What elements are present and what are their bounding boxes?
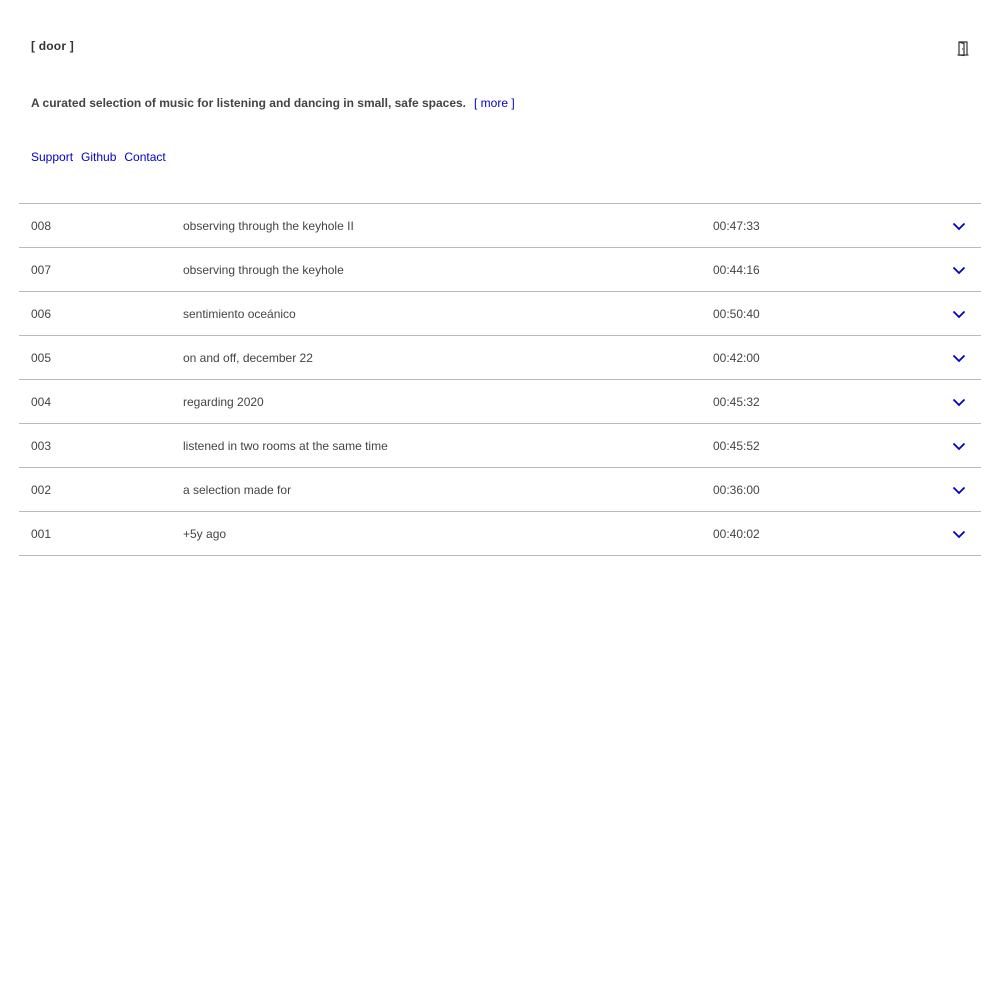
track-number: 007 [31,263,52,277]
contact-link[interactable]: Contact [124,150,166,164]
chevron-down-icon[interactable] [951,438,967,454]
track-title: regarding 2020 [183,395,264,409]
support-link[interactable]: Support [31,150,74,164]
track-duration: 00:47:33 [713,219,760,233]
site-description [31,96,515,110]
track-duration: 00:45:52 [713,439,760,453]
track-number: 008 [31,219,52,233]
track-list [19,203,981,556]
chevron-down-icon[interactable] [951,218,967,234]
track-title: a selection made for [183,483,292,497]
track-row[interactable] [19,248,981,292]
track-title: observing through the keyhole II [183,219,354,233]
tagline-text: A curated selection of music for listening and dancing in small, safe spaces. [31,96,467,110]
track-row[interactable] [19,292,981,336]
chevron-down-icon[interactable] [951,262,967,278]
nav-links [31,150,166,164]
track-duration: 00:42:00 [713,351,760,365]
track-number: 001 [31,527,52,541]
track-number: 006 [31,307,52,321]
track-title: sentimiento oceánico [183,307,296,321]
track-title: observing through the keyhole [183,263,344,277]
track-duration: 00:44:16 [713,263,760,277]
track-duration: 00:45:32 [713,395,760,409]
track-duration: 00:50:40 [713,307,760,321]
track-duration: 00:40:02 [713,527,760,541]
track-title: +5y ago [183,527,227,541]
track-duration: 00:36:00 [713,483,760,497]
chevron-down-icon[interactable] [951,306,967,322]
site-title[interactable]: [ door ] [31,39,74,53]
track-number: 005 [31,351,52,365]
track-number: 002 [31,483,52,497]
track-number: 003 [31,439,52,453]
chevron-down-icon[interactable] [951,482,967,498]
more-link[interactable]: [ more ] [474,96,515,110]
track-title: on and off, december 22 [183,351,313,365]
track-title: listened in two rooms at the same time [183,439,388,453]
track-number: 004 [31,395,52,409]
door-icon[interactable] [954,39,972,57]
track-row[interactable] [19,336,981,380]
chevron-down-icon[interactable] [951,394,967,410]
track-row[interactable] [19,204,981,248]
chevron-down-icon[interactable] [951,526,967,542]
chevron-down-icon[interactable] [951,350,967,366]
track-row[interactable] [19,380,981,424]
track-row[interactable] [19,424,981,468]
track-row[interactable] [19,468,981,512]
track-row[interactable] [19,512,981,556]
github-link[interactable]: Github [81,150,117,164]
